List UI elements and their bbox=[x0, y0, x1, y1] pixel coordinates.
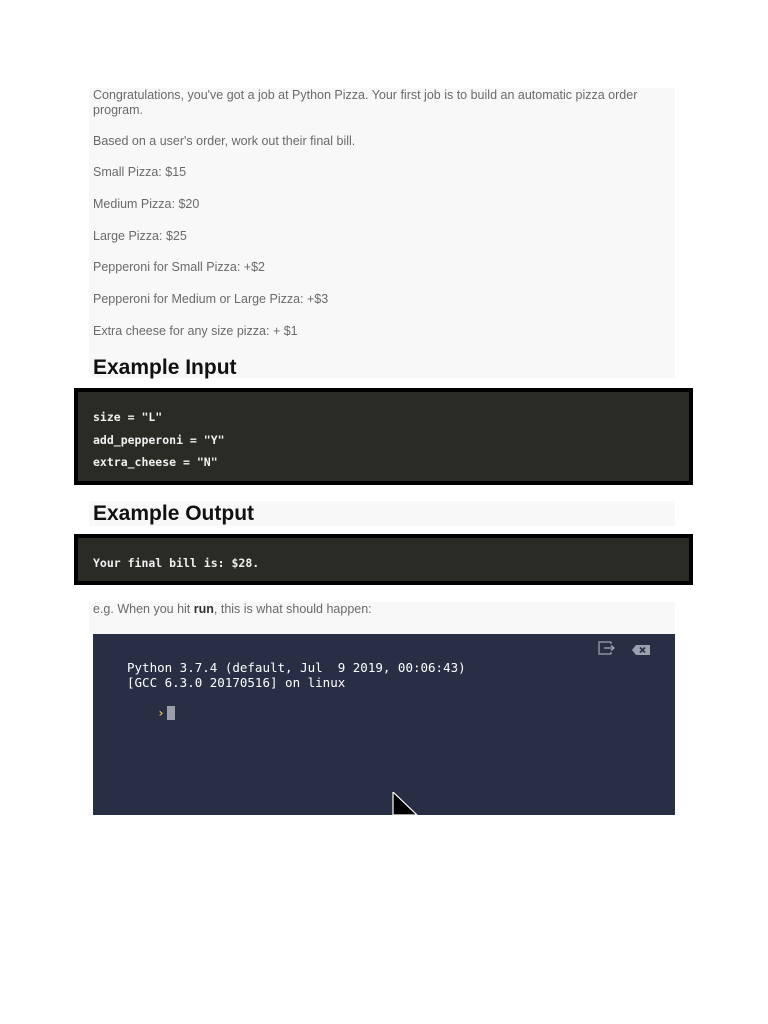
terminal-gcc-line: [GCC 6.3.0 20170516] on linux bbox=[127, 675, 346, 690]
price-medium: Medium Pizza: $20 bbox=[93, 197, 200, 211]
run-note-suffix: , this is what should happen: bbox=[213, 602, 372, 616]
clear-terminal-icon[interactable] bbox=[631, 643, 651, 661]
price-large: Large Pizza: $25 bbox=[93, 229, 187, 243]
code-line: add_pepperoni = "Y" bbox=[93, 433, 225, 447]
example-input-code bbox=[74, 388, 693, 485]
code-line: extra_cheese = "N" bbox=[93, 455, 218, 469]
code-line: size = "L" bbox=[93, 410, 163, 424]
run-note-bold: run bbox=[193, 602, 214, 616]
code-line: Your final bill is: $28. bbox=[93, 556, 260, 570]
intro-paragraph: Congratulations, you've got a job at Python Pizza. Your first job is to build an automatic pizza order program. bbox=[93, 88, 638, 117]
terminal-version-line: Python 3.7.4 (default, Jul 9 2019, 00:06:43) bbox=[127, 660, 466, 675]
terminal[interactable] bbox=[93, 634, 675, 815]
run-note bbox=[93, 602, 663, 617]
text-cursor bbox=[167, 706, 175, 720]
run-note-prefix: e.g. When you hit bbox=[93, 602, 194, 616]
price-pepperoni-small: Pepperoni for Small Pizza: +$2 bbox=[93, 260, 265, 274]
terminal-prompt-line[interactable] bbox=[127, 690, 175, 735]
mouse-pointer-icon bbox=[391, 792, 423, 820]
example-output-heading: Example Output bbox=[93, 502, 255, 525]
task-text: Based on a user's order, work out their final bill. bbox=[93, 134, 356, 148]
price-small: Small Pizza: $15 bbox=[93, 165, 187, 179]
exit-terminal-icon[interactable] bbox=[598, 641, 616, 660]
price-pepperoni-medium-large: Pepperoni for Medium or Large Pizza: +$3 bbox=[93, 292, 329, 306]
price-extra-cheese: Extra cheese for any size pizza: + $1 bbox=[93, 324, 298, 338]
prompt-icon: › bbox=[157, 705, 165, 720]
example-input-heading: Example Input bbox=[93, 356, 237, 379]
example-output-code bbox=[74, 534, 693, 585]
